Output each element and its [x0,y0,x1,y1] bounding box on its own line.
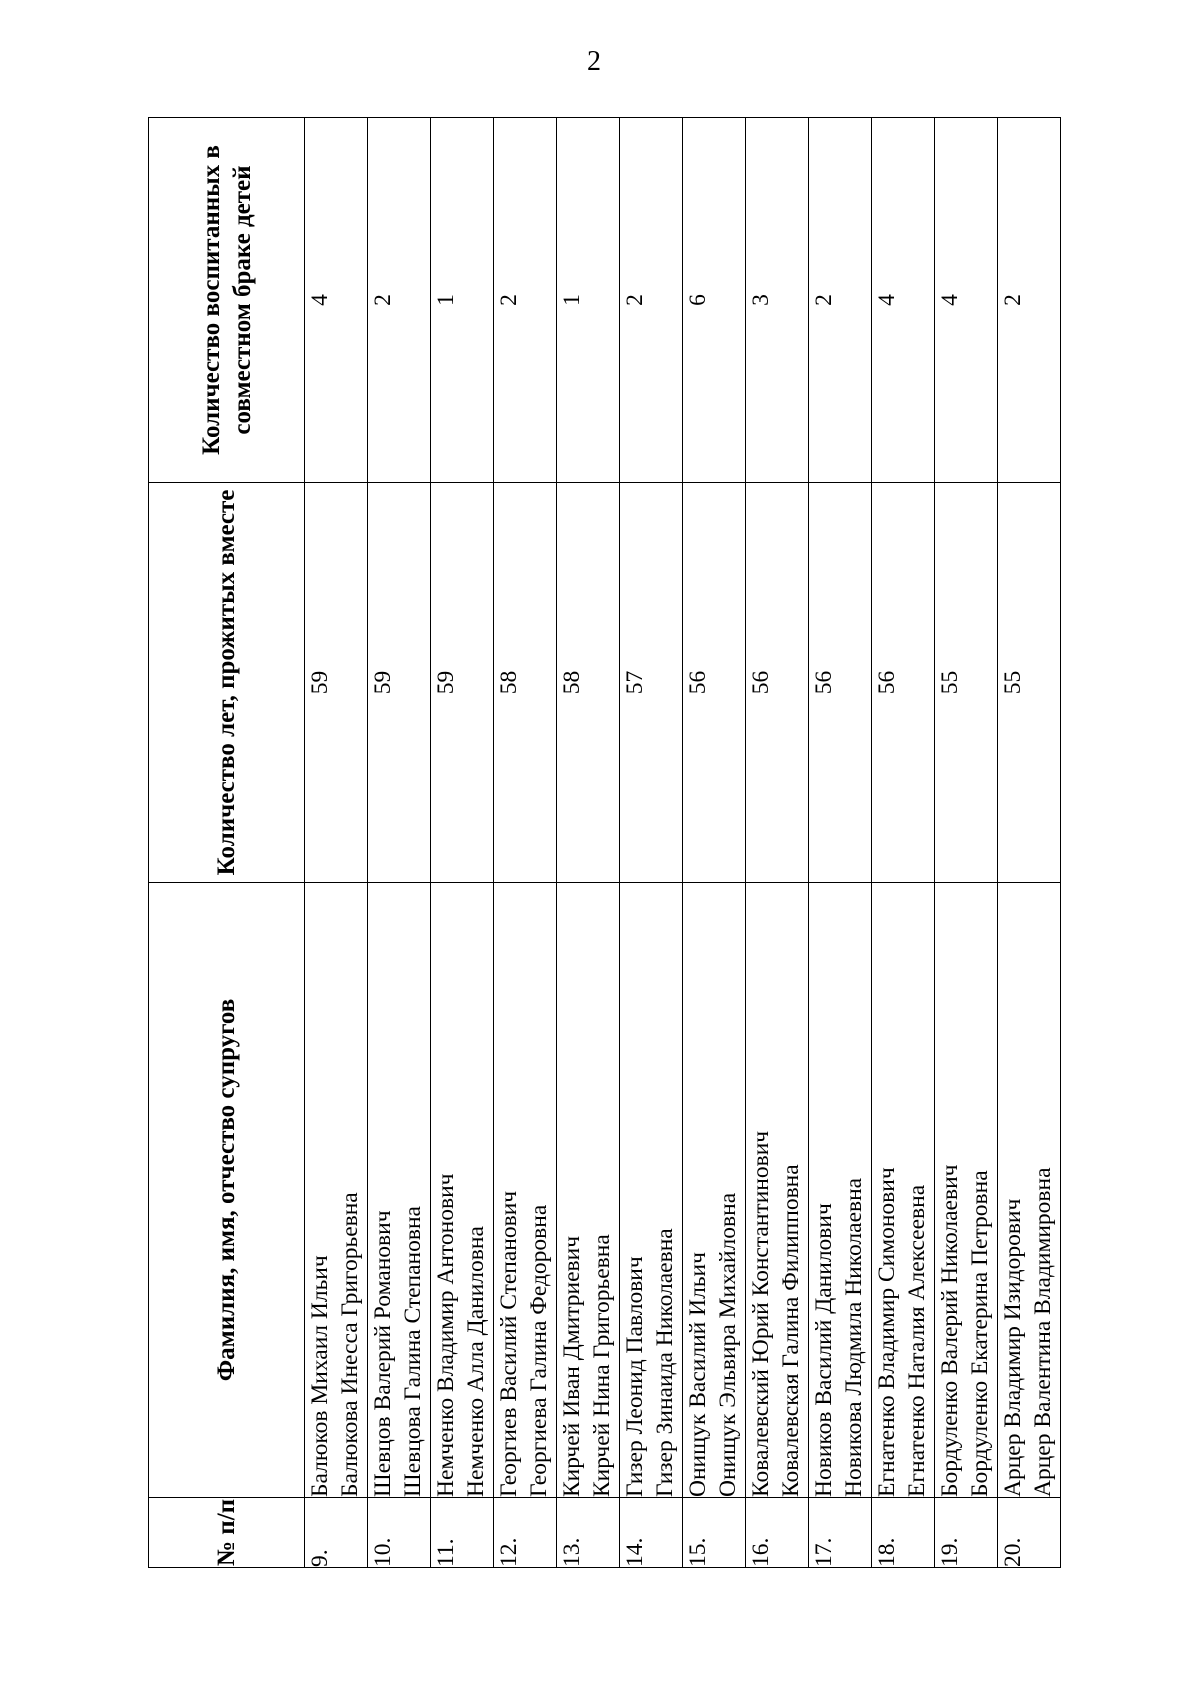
rotated-table-container [148,118,1200,1568]
husband-name: Шевцов Валерий Романович [370,1210,396,1497]
row-number: 19. [935,1498,998,1568]
wife-name: Ковалевская Галина Филипповна [778,1164,804,1497]
spouses-names [557,883,620,1498]
row-number: 15. [683,1498,746,1568]
table-row [494,118,557,1568]
spouses-names [368,883,431,1498]
husband-name: Ковалевский Юрий Константинович [748,1130,774,1497]
husband-name: Гизер Леонид Павлович [622,1256,648,1497]
spouses-names [683,883,746,1498]
years-together: 55 [935,483,998,883]
years-together: 56 [872,483,935,883]
wife-name: Балюкова Инесса Григорьевна [337,1192,363,1497]
years-together: 56 [746,483,809,883]
husband-name: Арцер Владимир Изидорович [1000,1198,1026,1497]
row-number: 13. [557,1498,620,1568]
spouses-names [746,883,809,1498]
years-together: 58 [557,483,620,883]
table-row [809,118,872,1568]
children-count: 2 [620,118,683,483]
spouses-names [809,883,872,1498]
years-together: 58 [494,483,557,883]
years-together: 59 [368,483,431,883]
row-number: 20. [998,1498,1061,1568]
row-number: 14. [620,1498,683,1568]
years-together: 57 [620,483,683,883]
wife-name: Немченко Алла Даниловна [463,1226,489,1497]
wife-name: Бордуленко Екатерина Петровна [967,1170,993,1497]
husband-name: Георгиев Василий Степанович [496,1190,522,1497]
table-row [431,118,494,1568]
husband-name: Онищук Василий Ильич [685,1252,711,1497]
spouses-names [935,883,998,1498]
children-count: 2 [809,118,872,483]
husband-name: Балюков Михаил Ильич [307,1255,333,1497]
spouses-names [305,883,368,1498]
table-row [305,118,368,1568]
header-number: № п/п [149,1498,305,1568]
row-number: 11. [431,1498,494,1568]
years-together: 59 [431,483,494,883]
husband-name: Немченко Владимир Антонович [433,1173,459,1497]
table-row [683,118,746,1568]
children-count: 4 [935,118,998,483]
children-count: 2 [368,118,431,483]
children-count: 3 [746,118,809,483]
row-number: 17. [809,1498,872,1568]
spouses-names [620,883,683,1498]
years-together: 55 [998,483,1061,883]
table-row [935,118,998,1568]
husband-name: Новиков Василий Данилович [811,1203,837,1497]
spouses-names [494,883,557,1498]
table-header-row [149,118,305,1568]
table-row [620,118,683,1568]
children-count: 6 [683,118,746,483]
row-number: 18. [872,1498,935,1568]
table-row [746,118,809,1568]
wife-name: Кирчей Нина Григорьевна [589,1234,615,1497]
spouses-names [872,883,935,1498]
page-number-text: 2 [587,46,601,77]
table-row [557,118,620,1568]
wife-name: Шевцова Галина Степановна [400,1206,426,1497]
wife-name: Онищук Эльвира Михайловна [715,1192,741,1497]
table-row [998,118,1061,1568]
page-number [0,46,1200,78]
years-together: 59 [305,483,368,883]
wife-name: Георгиева Галина Федоровна [526,1204,552,1497]
husband-name: Бордуленко Валерий Николаевич [937,1164,963,1497]
children-count: 1 [431,118,494,483]
children-count: 4 [872,118,935,483]
husband-name: Егнатенко Владимир Симонович [874,1167,900,1497]
table-row [872,118,935,1568]
spouses-names [431,883,494,1498]
couples-table [148,117,1061,1568]
row-number: 16. [746,1498,809,1568]
wife-name: Арцер Валентина Владимировна [1030,1167,1056,1497]
spouses-names [998,883,1061,1498]
header-children: Количество воспитанных в совместном браке детей [149,118,305,483]
row-number: 12. [494,1498,557,1568]
header-years: Количество лет, прожитых вместе [149,483,305,883]
children-count: 4 [305,118,368,483]
wife-name: Гизер Зинаида Николаевна [652,1228,678,1497]
children-count: 2 [998,118,1061,483]
row-number: 10. [368,1498,431,1568]
row-number: 9. [305,1498,368,1568]
wife-name: Новикова Людмила Николаевна [841,1177,867,1497]
years-together: 56 [683,483,746,883]
husband-name: Кирчей Иван Дмитриевич [559,1235,585,1497]
wife-name: Егнатенко Наталия Алексеевна [904,1184,930,1497]
children-count: 2 [494,118,557,483]
years-together: 56 [809,483,872,883]
table-row [368,118,431,1568]
children-count: 1 [557,118,620,483]
header-names: Фамилия, имя, отчество супругов [149,883,305,1498]
